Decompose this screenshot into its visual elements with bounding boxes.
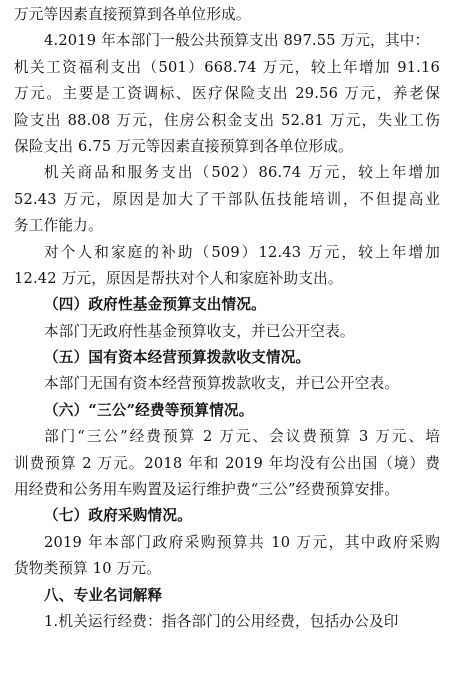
paragraph-start: 4.2019 年本部门一般公共预算支出 897.55 万元，其中： [44,32,430,50]
text-line: 务工作能力。 [14,217,103,235]
chapter-heading: 八、专业名词解释 [44,586,163,604]
section-heading: （五）国有资本经营预算拨款收支情况。 [44,349,311,367]
text-line: 52.43 万元，原因是加大了干部队伍技能培训，不但提高业 [14,190,440,208]
text-line: 险支出 88.08 万元，住房公积金支出 52.81 万元，失业工伤 [14,111,440,129]
text-line: 用经费和公务用车购置及运行维护费“三公”经费预算安排。 [14,481,400,499]
paragraph-start: 1.机关运行经费：指各部门的公用经费，包括办公及印 [44,612,399,630]
text-line: 训费预算 2 万元。2018 年和 2019 年均没有公出国（境）费 [14,454,440,472]
paragraph-start: 本部门无国有资本经营预算拨款收支，并已公开空表。 [44,375,400,393]
text-line: 12.42 万元，原因是帮扶对个人和家庭补助支出。 [14,269,343,287]
text-line: 万元。主要是工资调标、医疗保险支出 29.56 万元，养老保 [14,85,440,103]
paragraph-start: 部门“三公”经费预算 2 万元、会议费预算 3 万元、培 [44,428,440,446]
text-line: 保险支出 6.75 万元等因素直接预算到各单位形成。 [14,137,353,155]
text-line: 机关工资福利支出（501）668.74 万元，较上年增加 91.16 [14,58,440,76]
paragraph-start: 对个人和家庭的补助（509）12.43 万元，较上年增加 [44,243,440,261]
text-line: 万元等因素直接预算到各单位形成。 [14,6,251,23]
section-heading: （七）政府采购情况。 [44,507,192,525]
paragraph-start: 2019 年本部门政府采购预算共 10 万元，其中政府采购 [44,533,440,551]
paragraph-start: 机关商品和服务支出（502）86.74 万元，较上年增加 [44,164,440,182]
paragraph-start: 本部门无政府性基金预算收支，并已公开空表。 [44,322,355,340]
section-heading: （六）“三公”经费等预算情况。 [44,401,254,419]
section-heading: （四）政府性基金预算支出情况。 [44,296,266,314]
text-line: 货物类预算 10 万元。 [14,560,161,578]
